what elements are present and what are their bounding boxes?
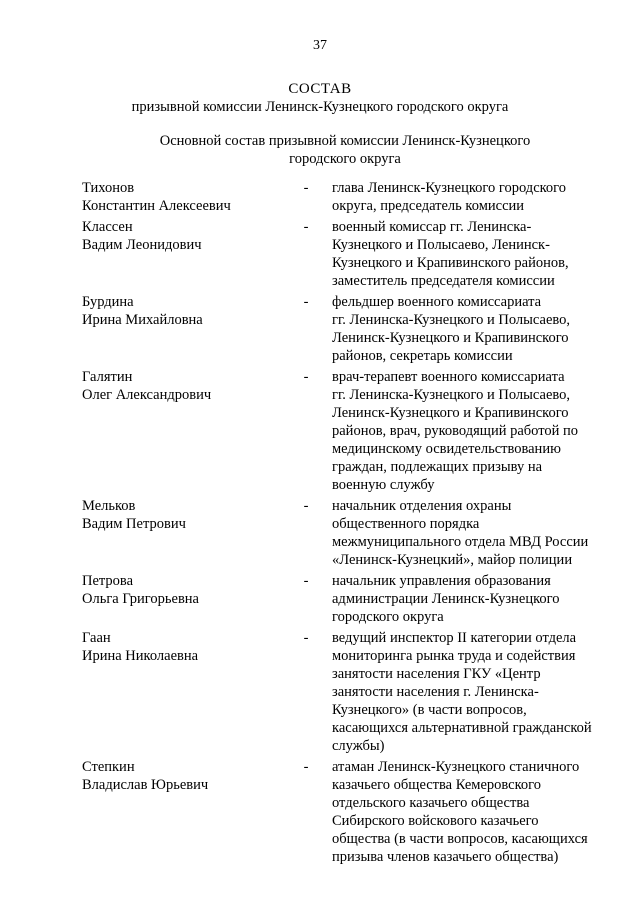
member-separator: -	[303, 573, 309, 589]
member-surname: Галятин	[82, 369, 133, 385]
member-name	[82, 293, 302, 329]
member-row	[82, 572, 602, 626]
member-separator: -	[303, 759, 309, 775]
member-surname: Классен	[82, 219, 133, 235]
member-surname: Тихонов	[82, 180, 135, 196]
member-name	[82, 497, 302, 533]
member-surname: Мельков	[82, 498, 136, 514]
member-row	[82, 497, 602, 569]
member-separator: -	[303, 369, 309, 385]
member-role: начальник управления образования администрации Ленинск-Кузнецкого городского округа	[332, 573, 560, 625]
member-given-names: Ирина Михайловна	[82, 312, 203, 328]
member-row	[82, 629, 602, 755]
member-name	[82, 218, 302, 254]
member-given-names: Вадим Петрович	[82, 516, 186, 532]
member-separator: -	[303, 630, 309, 646]
member-role: начальник отделения охраны общественного порядка межмуниципального отдела МВД России «Ленинск-Кузнецкий», майор полиции	[332, 498, 589, 568]
member-separator: -	[303, 498, 309, 514]
member-surname: Петрова	[82, 573, 134, 589]
member-separator: -	[303, 294, 309, 310]
member-surname: Степкин	[82, 759, 135, 775]
member-name	[82, 179, 302, 215]
member-name	[82, 758, 302, 794]
member-given-names: Константин Алексеевич	[82, 198, 231, 214]
members-list	[82, 179, 602, 869]
member-given-names: Владислав Юрьевич	[82, 777, 209, 793]
member-name	[82, 629, 302, 665]
document-subtitle: призывной комиссии Ленинск-Кузнецкого городского округа	[131, 99, 509, 115]
member-row	[82, 218, 602, 290]
member-separator: -	[303, 219, 309, 235]
page-number: 37	[313, 38, 327, 53]
member-surname: Гаан	[82, 630, 111, 646]
member-separator: -	[303, 180, 309, 196]
member-surname: Бурдина	[82, 294, 134, 310]
member-given-names: Олег Александрович	[82, 387, 212, 403]
member-given-names: Вадим Леонидович	[82, 237, 202, 253]
member-role: ведущий инспектор II категории отдела мониторинга рынка труда и содействия занятости населения ГКУ «Центр занятости населения г. Ленинска- Кузнецкого» (в части вопросов, касающихся альтернативной гражданской службы)	[332, 630, 592, 754]
member-role: военный комиссар гг. Ленинска- Кузнецкого и Полысаево, Ленинск- Кузнецкого и Крапивинского районов, заместитель председателя комиссии	[332, 219, 569, 289]
member-row	[82, 293, 602, 365]
member-row	[82, 758, 602, 866]
member-name	[82, 572, 302, 608]
member-given-names: Ирина Николаевна	[82, 648, 199, 664]
member-row	[82, 179, 602, 215]
document-title: СОСТАВ	[288, 81, 352, 97]
member-role: атаман Ленинск-Кузнецкого станичного казачьего общества Кемеровского отдельского казачьего общества Сибирского войскового казачьего общества (в части вопросов, касающихся призыва членов казачьего общества)	[332, 759, 588, 865]
member-row	[82, 368, 602, 494]
member-given-names: Ольга Григорьевна	[82, 591, 199, 607]
member-role: фельдшер военного комиссариата гг. Ленинска-Кузнецкого и Полысаево, Ленинск-Кузнецкого и Крапивинского районов, секретарь комиссии	[332, 294, 571, 364]
member-role: глава Ленинск-Кузнецкого городского округа, председатель комиссии	[332, 180, 567, 214]
member-role: врач-терапевт военного комиссариата гг. Ленинска-Кузнецкого и Полысаево, Ленинск-Кузнецкого и Крапивинского районов, врач, руководящий работой по медицинскому освидетельствованию граждан, подлежащих призыву на военную службу	[332, 369, 579, 493]
member-name	[82, 368, 302, 404]
section-heading: Основной состав призывной комиссии Ленинск-Кузнецкого городского округа	[159, 133, 531, 167]
